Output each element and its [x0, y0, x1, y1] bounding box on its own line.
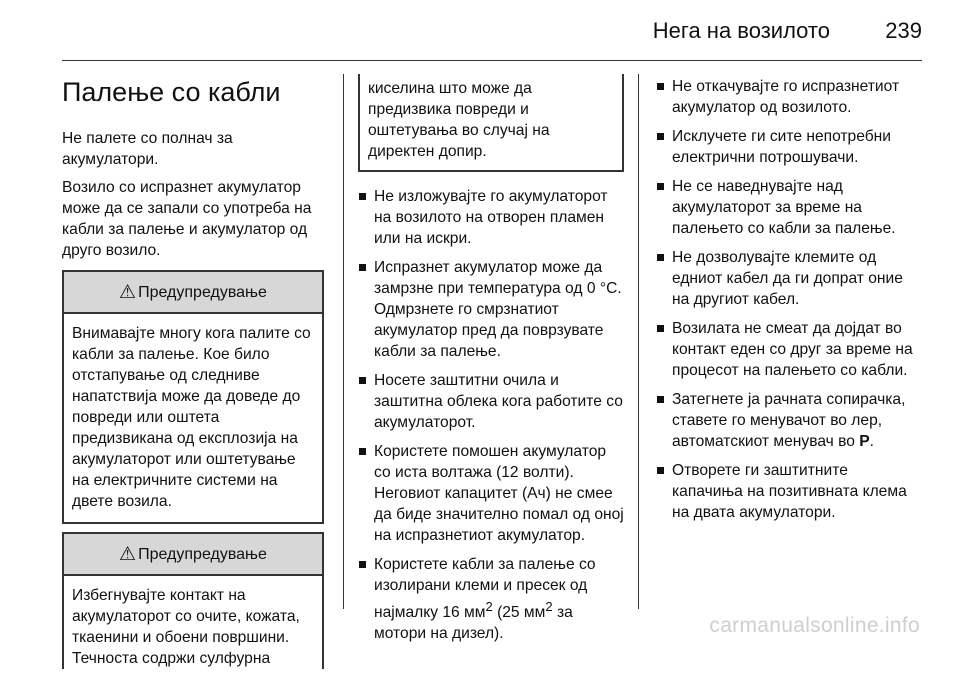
- cable-text-middle: (25 мм: [492, 604, 546, 622]
- gear-position-p: P: [859, 433, 870, 450]
- column-divider-2: [638, 74, 639, 609]
- warning-text-start: Избегнувајте контакт на акумулаторот со очите, кожата, ткаенини и обоени површини. Течноста содржи сулфурна: [72, 587, 300, 667]
- warning-box-2: [62, 532, 324, 669]
- cable-text-after: за мотори на дизел).: [374, 604, 573, 643]
- warning-triangle-icon: ⚠: [119, 281, 137, 303]
- running-header-title: Нега на возилото: [652, 18, 830, 43]
- list-item: Не дозволувајте клемите од едниот кабел да ги допрат оние на другиот кабел.: [656, 247, 922, 310]
- handbrake-text-end: .: [869, 433, 874, 450]
- warning-title: Предупредување: [138, 283, 267, 301]
- warning-box-header: [64, 534, 322, 576]
- header-rule: [62, 60, 922, 61]
- page-number: 239: [885, 18, 922, 43]
- list-item: Возилата не смеат да дојдат во контакт еден со друг за време на процесот на палењето со кабли.: [656, 318, 922, 381]
- watermark: carmanualsonline.info: [709, 614, 920, 637]
- warning-box-header: [64, 272, 322, 314]
- list-item: Користете помошен акумулатор со иста волтажа (12 волти). Неговиот капацитет (Ач) не смее да биде значително помал од оној на испразнетиот акумулатор.: [358, 441, 624, 546]
- list-item: Отворете ги заштитните капачиња на позитивната клема на двата акумулатори.: [656, 460, 922, 523]
- handbrake-text: Затегнете ја рачната сопирачка, ставете го менувачот во лер, автоматскиот менувач во: [672, 391, 906, 450]
- warning-box-2-continued: [358, 74, 624, 172]
- warning-text-end: киселина што може да предизвика повреди и оштетувања во случај на директен допир.: [368, 80, 550, 160]
- column-right: [656, 76, 922, 531]
- column-left: [62, 76, 324, 677]
- list-item-cable-gauge: [358, 554, 624, 644]
- list-item: Не се наведнувајте над акумулаторот за време на палењето со кабли за палење.: [656, 176, 922, 239]
- warning-text: Внимавајте многу кога палите со кабли за палење. Кое било отстапување од следниве напатствија може да доведе до повреди или оштета предизвикана од експлозија на акумулаторот или оштетување на електричните системи на двете возила.: [72, 325, 311, 510]
- warning-title: Предупредување: [138, 545, 267, 563]
- warning-box-1: [62, 270, 324, 524]
- superscript: 2: [485, 599, 493, 614]
- list-item: Не изложувајте го акумулаторот на возилото на отворен пламен или на искри.: [358, 186, 624, 249]
- column-divider-1: [343, 74, 344, 609]
- column-middle: [358, 74, 624, 652]
- cable-text-before: Користете кабли за палење со изолирани клеми и пресек од најмалку 16 мм: [374, 556, 596, 622]
- section-title: Палење со кабли: [62, 77, 281, 107]
- procedure-list: [656, 76, 922, 523]
- list-item-handbrake: [656, 389, 922, 452]
- list-item: Носете заштитни очила и заштитна облека кога работите со акумулаторот.: [358, 370, 624, 433]
- list-item: Испразнет акумулатор може да замрзне при температура од 0 °C. Одмрзнете го смрзнатиот акумулатор пред да поврзувате кабли за палење.: [358, 257, 624, 362]
- list-item: Исклучете ги сите непотребни електрични потрошувачи.: [656, 126, 922, 168]
- superscript: 2: [545, 599, 553, 614]
- intro-paragraph-2: Возило со испразнет акумулатор може да се запали со употреба на кабли за палење и акумулатор од друго возило.: [62, 179, 312, 259]
- intro-paragraph-1: Не палете со полнач за акумулатори.: [62, 130, 233, 168]
- list-item: Не откачувајте го испразнетиот акумулатор од возилото.: [656, 76, 922, 118]
- warning-triangle-icon: ⚠: [119, 543, 137, 565]
- precaution-list: [358, 186, 624, 644]
